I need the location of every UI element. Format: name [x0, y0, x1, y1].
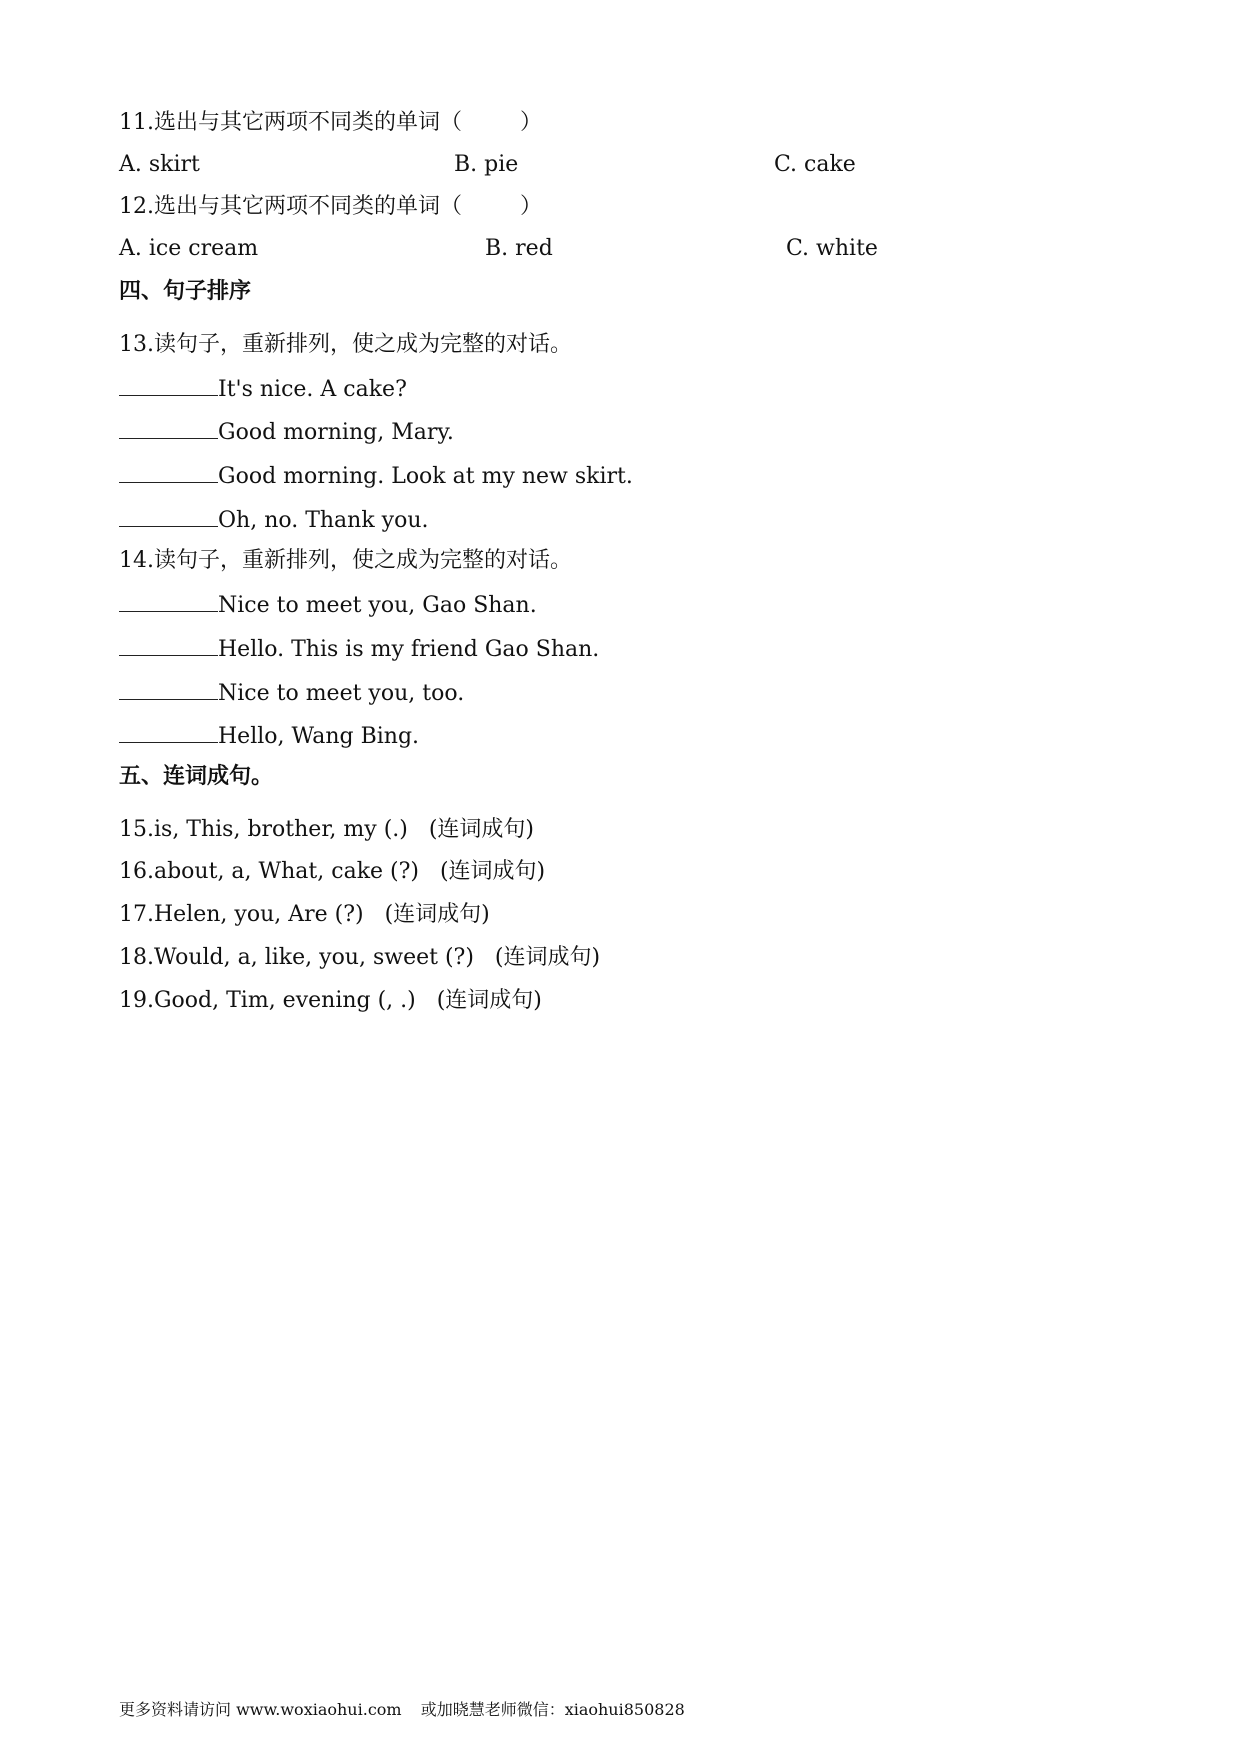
question-13-line-4 — [119, 504, 429, 536]
answer-blank[interactable] — [119, 416, 218, 439]
answer-blank[interactable] — [119, 633, 218, 656]
option-12-b: B. red — [485, 236, 553, 261]
answer-blank[interactable] — [119, 504, 218, 527]
answer-blank[interactable] — [119, 720, 218, 743]
dialogue-text: Nice to meet you, Gao Shan. — [218, 593, 537, 618]
question-11 — [119, 108, 542, 138]
question-14-line-3 — [119, 677, 464, 709]
question-14-line-2 — [119, 633, 599, 665]
option-12-c: C. white — [786, 236, 878, 261]
question-12 — [119, 192, 542, 222]
option-11-a: A. skirt — [119, 152, 200, 177]
question-13-line-3 — [119, 460, 633, 492]
footer-website: 更多资料请访问 www.woxiaohui.com — [119, 1700, 402, 1719]
question-16: 16.about, a, What, cake (?) (连词成句) — [119, 859, 546, 884]
dialogue-text: It's nice. A cake? — [218, 377, 407, 402]
footer-wechat: 或加晓慧老师微信：xiaohui850828 — [420, 1700, 685, 1719]
option-12-a: A. ice cream — [119, 236, 259, 261]
question-14-stem: 14.读句子，重新排列，使之成为完整的对话。 — [119, 548, 572, 573]
answer-blank[interactable] — [119, 677, 218, 700]
answer-blank[interactable] — [119, 460, 218, 483]
dialogue-text: Hello, Wang Bing. — [218, 724, 420, 749]
question-13-line-2 — [119, 416, 454, 448]
question-13-stem: 13.读句子，重新排列，使之成为完整的对话。 — [119, 332, 572, 357]
section-heading-5: 五、连词成句。 — [119, 764, 274, 789]
question-14-line-1 — [119, 589, 537, 621]
question-11-close-paren: ） — [520, 110, 543, 135]
dialogue-text: Good morning. Look at my new skirt. — [218, 464, 633, 489]
page-footer — [119, 1699, 699, 1721]
question-17: 17.Helen, you, Are (?) (连词成句) — [119, 902, 490, 927]
dialogue-text: Hello. This is my friend Gao Shan. — [218, 637, 600, 662]
question-14-line-4 — [119, 720, 419, 752]
question-15: 15.is, This, brother, my (.) (连词成句) — [119, 817, 535, 842]
section-heading-4: 四、句子排序 — [119, 279, 252, 304]
option-11-b: B. pie — [454, 152, 519, 177]
dialogue-text: Nice to meet you, too. — [218, 681, 465, 706]
question-13-line-1 — [119, 373, 407, 405]
question-12-close-paren: ） — [520, 194, 543, 219]
dialogue-text: Oh, no. Thank you. — [218, 508, 429, 533]
dialogue-text: Good morning, Mary. — [218, 420, 454, 445]
question-12-stem: 12.选出与其它两项不同类的单词（ — [119, 194, 462, 219]
option-11-c: C. cake — [774, 152, 856, 177]
question-19: 19.Good, Tim, evening (, .) (连词成句) — [119, 988, 542, 1013]
question-18: 18.Would, a, like, you, sweet (?) (连词成句) — [119, 945, 601, 970]
answer-blank[interactable] — [119, 589, 218, 612]
question-11-stem: 11.选出与其它两项不同类的单词（ — [119, 110, 462, 135]
answer-blank[interactable] — [119, 373, 218, 396]
